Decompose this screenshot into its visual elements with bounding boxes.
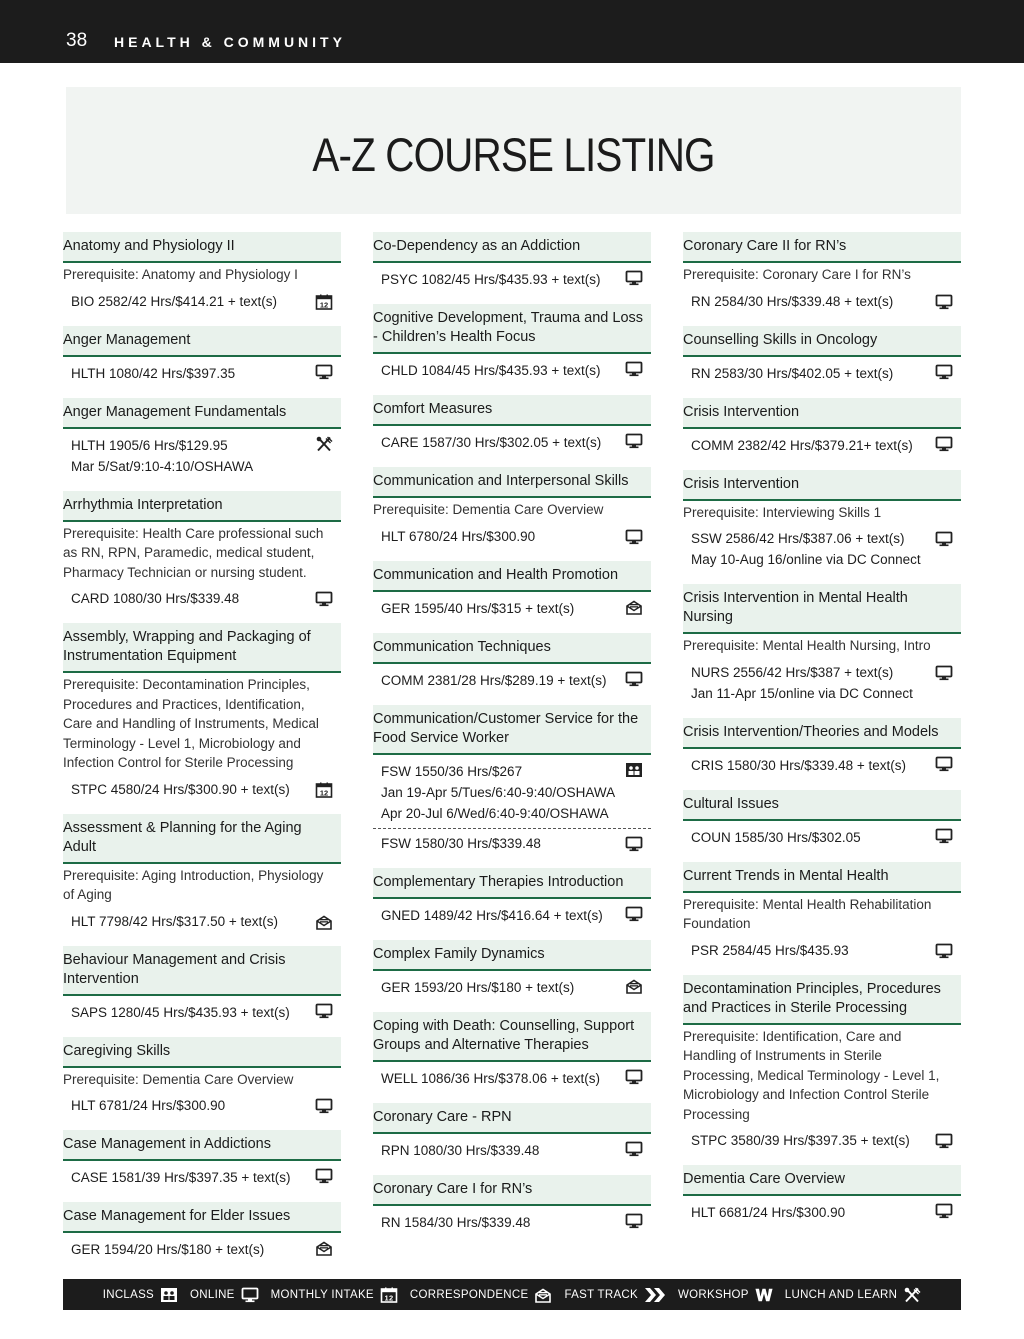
course-title: Cultural Issues	[683, 790, 961, 821]
course-code: RN 2584/30 Hrs/$339.48 + text(s)	[691, 293, 894, 309]
online-icon	[935, 756, 953, 772]
online-icon	[241, 1287, 259, 1303]
course-prerequisite: Prerequisite: Dementia Care Overview	[63, 1071, 294, 1087]
course-code: CARD 1080/30 Hrs/$339.48	[71, 591, 240, 606]
course-schedule: May 10-Aug 16/online via DC Connect	[691, 552, 921, 567]
course-offering	[63, 775, 341, 802]
legend-label: LUNCH AND LEARN	[784, 1288, 898, 1301]
course-prerequisite: Prerequisite: Anatomy and Physiology I	[63, 267, 298, 282]
course-offering	[63, 1161, 341, 1190]
course-offering	[63, 996, 341, 1025]
course-offering	[683, 524, 961, 572]
course-entry	[373, 868, 651, 928]
monthly-intake-icon	[315, 782, 333, 798]
course-title: Coping with Death: Counselling, Support Groups and Alternative Therapies	[373, 1012, 651, 1062]
course-code: GER 1595/40 Hrs/$315 + text(s)	[381, 600, 575, 616]
course-entry	[683, 326, 961, 386]
svg-text:12: 12	[384, 1293, 394, 1303]
online-icon	[315, 364, 333, 380]
online-icon	[625, 836, 643, 852]
course-offering	[373, 828, 651, 856]
legend-item	[103, 1287, 178, 1303]
course-entry	[683, 398, 961, 458]
course-code: WELL 1086/36 Hrs/$378.06 + text(s)	[381, 1070, 600, 1086]
course-entry	[683, 790, 961, 850]
course-code: HLT 6681/24 Hrs/$300.90	[691, 1205, 846, 1220]
course-title: Communication and Interpersonal Skills	[373, 467, 651, 498]
course-schedule: Jan 11-Apr 15/online via DC Connect	[691, 685, 913, 701]
course-schedule: Jan 19-Apr 5/Tues/6:40-9:40/OSHAWA	[381, 784, 616, 800]
online-icon	[935, 436, 953, 452]
course-offering	[683, 749, 961, 778]
online-icon	[935, 531, 953, 547]
course-offering	[63, 584, 341, 611]
course-code: PSR 2584/45 Hrs/$435.93	[691, 942, 849, 958]
course-code: CARE 1587/30 Hrs/$302.05 + text(s)	[381, 435, 602, 450]
course-entry	[373, 467, 651, 549]
course-offering	[63, 429, 341, 479]
course-title: Anger Management	[63, 326, 341, 357]
course-offering	[373, 354, 651, 383]
online-icon	[625, 361, 643, 377]
course-title: Communication/Customer Service for the Food Service Worker	[373, 705, 651, 755]
page-title: A-Z COURSE LISTING	[312, 128, 715, 181]
correspondence-icon	[534, 1287, 552, 1303]
course-code: HLTH 1080/42 Hrs/$397.35	[71, 365, 236, 381]
legend-item	[271, 1287, 398, 1303]
course-offering	[63, 907, 341, 934]
svg-text:12: 12	[319, 300, 329, 310]
course-title: Comfort Measures	[373, 395, 651, 426]
online-icon	[935, 828, 953, 844]
course-prerequisite: Prerequisite: Coronary Care I for RN’s	[683, 267, 911, 282]
course-prerequisite: Prerequisite: Mental Health Nursing, Intro	[683, 638, 931, 653]
course-offering	[373, 971, 651, 1000]
course-title: Crisis Intervention in Mental Health Nursing	[683, 584, 961, 634]
course-title: Crisis Intervention	[683, 470, 961, 501]
course-code: FSW 1550/36 Hrs/$267	[381, 763, 523, 779]
online-icon	[315, 591, 333, 607]
course-title: Communication Techniques	[373, 633, 651, 664]
course-column-1	[63, 232, 341, 1274]
course-title: Coronary Care - RPN	[373, 1103, 651, 1134]
course-code: RPN 1080/30 Hrs/$339.48	[381, 1142, 540, 1158]
course-entry	[683, 232, 961, 314]
legend-label: CORRESPONDENCE	[409, 1288, 529, 1301]
course-offering	[373, 899, 651, 928]
online-icon	[315, 1168, 333, 1184]
course-entry	[373, 633, 651, 693]
course-title: Assembly, Wrapping and Packaging of Instrumentation Equipment	[63, 623, 341, 673]
course-offering	[683, 1196, 961, 1225]
course-entry	[373, 395, 651, 455]
course-code: NURS 2556/42 Hrs/$387 + text(s)	[691, 664, 894, 680]
legend-item	[564, 1287, 666, 1303]
course-code: HLT 7798/42 Hrs/$317.50 + text(s)	[71, 913, 278, 929]
course-offering	[373, 592, 651, 621]
course-code: CHLD 1084/45 Hrs/$435.93 + text(s)	[381, 363, 601, 378]
course-code: RN 1584/30 Hrs/$339.48	[381, 1214, 531, 1230]
inclass-icon	[160, 1287, 178, 1303]
online-icon	[625, 270, 643, 286]
legend-item	[190, 1287, 259, 1303]
online-icon	[625, 1069, 643, 1085]
course-title: Coronary Care I for RN’s	[373, 1175, 651, 1206]
course-entry	[63, 814, 341, 934]
course-offering	[683, 936, 961, 963]
page-number: 38	[66, 30, 88, 51]
course-title: Case Management for Elder Issues	[63, 1202, 341, 1233]
course-offering	[63, 1233, 341, 1262]
course-entry	[373, 232, 651, 292]
inclass-icon	[625, 762, 643, 778]
legend-label: MONTHLY INTAKE	[270, 1288, 374, 1301]
online-icon	[625, 906, 643, 922]
online-icon	[315, 1003, 333, 1019]
course-title: Anatomy and Physiology II	[63, 232, 341, 263]
workshop-icon	[755, 1287, 773, 1303]
course-code: SSW 2586/42 Hrs/$387.06 + text(s)	[691, 531, 905, 546]
section-title: HEALTH & COMMUNITY	[114, 34, 346, 50]
course-title: Co-Dependency as an Addiction	[373, 232, 651, 263]
course-title: Caregiving Skills	[63, 1037, 341, 1068]
course-prerequisite: Prerequisite: Mental Health Rehabilitation Foundation	[683, 896, 932, 931]
course-entry	[373, 561, 651, 621]
course-offering	[683, 357, 961, 386]
legend-label: WORKSHOP	[678, 1288, 749, 1301]
online-icon	[935, 665, 953, 681]
course-title: Coronary Care II for RN’s	[683, 232, 961, 263]
course-code: BIO 2582/42 Hrs/$414.21 + text(s)	[71, 293, 277, 309]
course-title: Dementia Care Overview	[683, 1165, 961, 1196]
course-title: Current Trends in Mental Health	[683, 862, 961, 893]
legend-label: INCLASS	[102, 1288, 155, 1301]
course-offering	[683, 287, 961, 314]
course-entry	[63, 232, 341, 314]
legend-label: ONLINE	[190, 1288, 235, 1301]
correspondence-icon	[315, 1240, 333, 1256]
course-code: CRIS 1580/30 Hrs/$339.48 + text(s)	[691, 757, 906, 773]
course-schedule: Mar 5/Sat/9:10-4:10/OSHAWA	[71, 458, 254, 474]
lunch-and-learn-icon	[315, 436, 333, 452]
course-column-3	[683, 232, 961, 1237]
online-icon	[315, 1098, 333, 1114]
legend-label: FAST TRACK	[564, 1288, 638, 1301]
course-entry	[63, 1037, 341, 1119]
online-icon	[625, 1141, 643, 1157]
course-entry	[683, 470, 961, 573]
course-prerequisite: Prerequisite: Interviewing Skills 1	[683, 504, 882, 520]
course-offering	[373, 522, 651, 549]
course-title: Counselling Skills in Oncology	[683, 326, 961, 357]
course-prerequisite: Prerequisite: Health Care professional such as RN, RPN, Paramedic, medical student, Pharmacy Technician or nursing student.	[63, 525, 324, 580]
course-entry	[63, 326, 341, 386]
course-entry	[683, 718, 961, 778]
course-entry	[683, 975, 961, 1154]
online-icon	[935, 294, 953, 310]
course-code: STPC 3580/39 Hrs/$397.35 + text(s)	[691, 1133, 910, 1148]
course-code: HLTH 1905/6 Hrs/$129.95	[71, 437, 228, 453]
correspondence-icon	[625, 599, 643, 615]
online-icon	[935, 1203, 953, 1219]
course-prerequisite: Prerequisite: Decontamination Principles, Procedures and Practices, Identification, Care and Handling of Instruments, Medical Terminology - Level 1, Microbiology and Infection Control for Sterile Processing	[63, 677, 319, 770]
course-entry	[683, 862, 961, 963]
course-code: GNED 1489/42 Hrs/$416.64 + text(s)	[381, 907, 603, 923]
course-offering	[373, 664, 651, 693]
course-entry	[63, 946, 341, 1025]
course-entry	[373, 705, 651, 856]
course-offering	[683, 429, 961, 458]
course-title: Complementary Therapies Introduction	[373, 868, 651, 899]
course-code: COMM 2381/28 Hrs/$289.19 + text(s)	[381, 672, 607, 688]
course-prerequisite: Prerequisite: Identification, Care and Handling of Instruments in Sterile Processing, Medical Terminology - Level 1, Microbiology and Infection Control Sterile Processing	[683, 1028, 940, 1122]
online-icon	[935, 364, 953, 380]
course-code: SAPS 1280/45 Hrs/$435.93 + text(s)	[71, 1004, 290, 1020]
course-offering	[683, 821, 961, 850]
monthly-intake-icon	[380, 1287, 398, 1303]
fast-track-icon	[644, 1287, 666, 1303]
course-title: Communication and Health Promotion	[373, 561, 651, 592]
title-banner	[66, 87, 961, 214]
course-code: GER 1594/20 Hrs/$180 + text(s)	[71, 1242, 265, 1257]
course-offering	[63, 357, 341, 386]
course-offering	[373, 426, 651, 455]
course-code: HLT 6781/24 Hrs/$300.90	[71, 1098, 226, 1113]
online-icon	[625, 433, 643, 449]
course-title: Behaviour Management and Crisis Intervention	[63, 946, 341, 996]
legend-item	[410, 1287, 553, 1303]
course-offering	[373, 1062, 651, 1091]
legend-bar	[63, 1279, 961, 1310]
course-offering	[63, 287, 341, 314]
course-code: PSYC 1082/45 Hrs/$435.93 + text(s)	[381, 272, 601, 287]
online-icon	[935, 943, 953, 959]
lunch-and-learn-icon	[903, 1287, 921, 1303]
course-entry	[373, 304, 651, 383]
course-prerequisite: Prerequisite: Aging Introduction, Physiology of Aging	[63, 867, 324, 902]
course-title: Case Management in Addictions	[63, 1130, 341, 1161]
page-header	[0, 0, 1024, 63]
course-entry	[63, 491, 341, 612]
course-column-2	[373, 232, 651, 1247]
course-entry	[683, 584, 961, 706]
course-code: RN 2583/30 Hrs/$402.05 + text(s)	[691, 365, 894, 381]
course-code: GER 1593/20 Hrs/$180 + text(s)	[381, 979, 575, 995]
course-title: Crisis Intervention	[683, 398, 961, 429]
course-code: COMM 2382/42 Hrs/$379.21+ text(s)	[691, 437, 913, 453]
course-entry	[683, 1165, 961, 1225]
legend-item	[678, 1287, 773, 1303]
course-entry	[373, 1175, 651, 1235]
online-icon	[625, 671, 643, 687]
course-offering	[373, 1134, 651, 1163]
course-title: Decontamination Principles, Procedures and Practices in Sterile Processing	[683, 975, 961, 1025]
course-title: Assessment & Planning for the Aging Adult	[63, 814, 341, 864]
course-title: Anger Management Fundamentals	[63, 398, 341, 429]
course-title: Arrhythmia Interpretation	[63, 491, 341, 522]
course-entry	[63, 398, 341, 479]
correspondence-icon	[315, 914, 333, 930]
course-entry	[63, 1130, 341, 1190]
course-entry	[63, 1202, 341, 1262]
svg-text:12: 12	[319, 788, 329, 798]
course-offering	[63, 1091, 341, 1118]
course-code: FSW 1580/30 Hrs/$339.48	[381, 835, 541, 851]
legend-item	[785, 1287, 922, 1303]
course-title: Complex Family Dynamics	[373, 940, 651, 971]
online-icon	[935, 1133, 953, 1149]
course-code: COUN 1585/30 Hrs/$302.05	[691, 829, 861, 845]
course-prerequisite: Prerequisite: Dementia Care Overview	[373, 502, 604, 517]
course-entry	[373, 1012, 651, 1091]
course-title: Crisis Intervention/Theories and Models	[683, 718, 961, 749]
course-code: STPC 4580/24 Hrs/$300.90 + text(s)	[71, 781, 290, 797]
online-icon	[625, 1213, 643, 1229]
course-offering	[373, 1206, 651, 1235]
course-title: Cognitive Development, Trauma and Loss - Children’s Health Focus	[373, 304, 651, 354]
online-icon	[625, 529, 643, 545]
course-entry	[63, 623, 341, 802]
course-schedule: Apr 20-Jul 6/Wed/6:40-9:40/OSHAWA	[381, 805, 609, 821]
course-code: CASE 1581/39 Hrs/$397.35 + text(s)	[71, 1170, 291, 1185]
course-entry	[373, 940, 651, 1000]
course-offering	[683, 658, 961, 706]
monthly-intake-icon	[315, 294, 333, 310]
course-offering	[373, 263, 651, 292]
course-offering	[683, 1126, 961, 1153]
correspondence-icon	[625, 978, 643, 994]
course-offering	[373, 755, 651, 826]
course-code: HLT 6780/24 Hrs/$300.90	[381, 528, 536, 544]
course-entry	[373, 1103, 651, 1163]
